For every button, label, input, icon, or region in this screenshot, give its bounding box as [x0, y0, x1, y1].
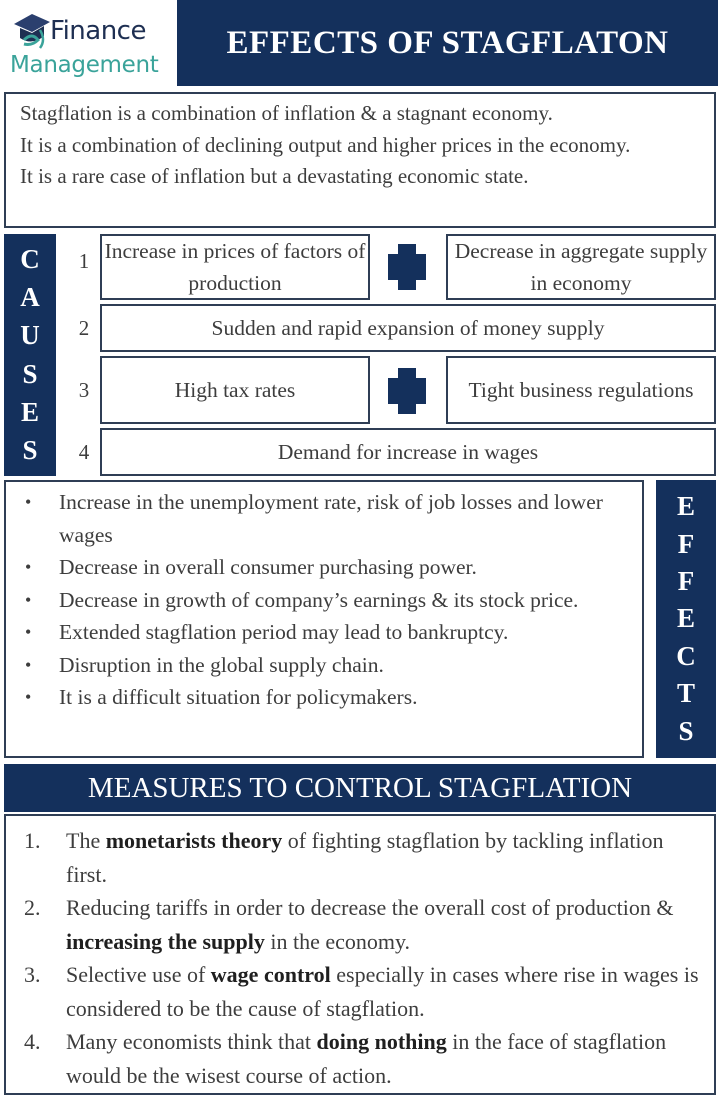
logo-text-finance: Finance: [50, 16, 146, 46]
bullet-icon: •: [25, 589, 32, 610]
plus-icon: [386, 242, 428, 292]
label-letter: C: [676, 640, 696, 671]
effect-item: [22, 681, 632, 714]
effect-item: [22, 584, 632, 617]
label-letter: S: [678, 715, 694, 746]
bullet-icon: •: [25, 654, 32, 675]
label-letter: U: [20, 320, 40, 351]
measure-text: especially in cases where rise in wages is considered to be the cause of stagflation.: [66, 962, 699, 1021]
measure-keyword: doing nothing: [316, 1029, 447, 1054]
bullet-icon: •: [25, 492, 32, 512]
effect-item: [22, 551, 632, 584]
cause-box: Sudden and rapid expansion of money supply: [100, 304, 716, 352]
label-letter: S: [22, 435, 38, 466]
label-letter: A: [20, 281, 40, 312]
logo-text-management: Management: [10, 52, 159, 78]
title-banner: [177, 0, 718, 86]
cause-box: High tax rates: [100, 356, 370, 424]
effect-item: [22, 486, 632, 551]
measure-number: 1.: [24, 828, 41, 853]
causes-vertical-label: [4, 234, 56, 476]
definition-line: It is a combination of declining output and higher prices in the economy.: [20, 132, 631, 157]
effects-list-box: [4, 480, 644, 758]
bullet-icon: •: [25, 622, 32, 642]
cause-number: 3: [78, 378, 90, 402]
measure-keyword: monetarists theory: [105, 828, 283, 853]
label-letter: E: [676, 603, 695, 634]
cause-box: Increase in prices of factors of production: [100, 234, 370, 300]
effect-item: [22, 616, 632, 649]
label-letter: T: [676, 678, 695, 709]
bullet-icon: •: [25, 557, 32, 577]
cause-box: Decrease in aggregate supply in economy: [446, 234, 716, 300]
effect-text: Increase in the unemployment rate, risk of job losses and lower wages: [59, 490, 603, 547]
cause-box: Tight business regulations: [446, 356, 716, 424]
label-letter: F: [677, 566, 695, 597]
label-letter: S: [22, 358, 38, 389]
measure-text: Reducing tariffs in order to decrease the overall cost of production &: [66, 895, 674, 920]
cause-number: 4: [78, 440, 90, 464]
measures-list-box: [4, 814, 716, 1095]
measure-item: [24, 1025, 704, 1092]
definition-line: Stagflation is a combination of inflation & a stagnant economy.: [20, 101, 553, 125]
effect-text: Extended stagflation period may lead to bankruptcy.: [59, 620, 509, 644]
label-letter: E: [20, 396, 39, 427]
measure-item: [24, 824, 704, 891]
measure-item: [24, 958, 704, 1025]
label-letter: C: [20, 243, 40, 274]
effect-text: Decrease in growth of company’s earnings & its stock price.: [59, 587, 579, 612]
measures-banner: [4, 764, 716, 812]
label-letter: F: [677, 528, 695, 559]
measure-text: The: [66, 828, 106, 853]
measure-text: in the economy.: [264, 928, 411, 954]
measure-number: 4.: [24, 1029, 41, 1054]
measure-text: of fighting stagflation by tackling inflation first.: [66, 828, 664, 887]
page-title: EFFECTS OF STAGFLATON: [226, 24, 669, 61]
measure-text: Selective use of: [66, 962, 211, 987]
measure-item: [24, 891, 704, 958]
definition-line: It is a rare case of inflation but a devastating economic state.: [20, 164, 529, 188]
cause-box: Demand for increase in wages: [100, 428, 716, 476]
plus-icon: [386, 366, 428, 416]
measure-number: 3.: [24, 962, 41, 987]
brand-logo: [6, 4, 174, 84]
label-letter: E: [676, 491, 695, 522]
measure-keyword: wage control: [210, 962, 331, 987]
graduation-cap-e-icon: [10, 10, 52, 50]
measure-number: 2.: [24, 895, 41, 920]
cause-number: 1: [78, 249, 90, 273]
measure-text: in the face of stagflation would be the wisest course of action.: [66, 1029, 667, 1088]
effect-item: [22, 649, 632, 682]
definition-box: [4, 92, 716, 228]
effect-text: Disruption in the global supply chain.: [59, 652, 384, 677]
effect-text: It is a difficult situation for policymakers.: [59, 685, 418, 709]
cause-number: 2: [78, 316, 90, 340]
effects-vertical-label: [656, 480, 716, 758]
measure-keyword: increasing the supply: [66, 928, 265, 954]
bullet-icon: •: [25, 687, 32, 707]
effect-text: Decrease in overall consumer purchasing power.: [59, 555, 477, 579]
measures-title: MEASURES TO CONTROL STAGFLATION: [87, 771, 633, 804]
measure-text: Many economists think that: [66, 1029, 317, 1054]
